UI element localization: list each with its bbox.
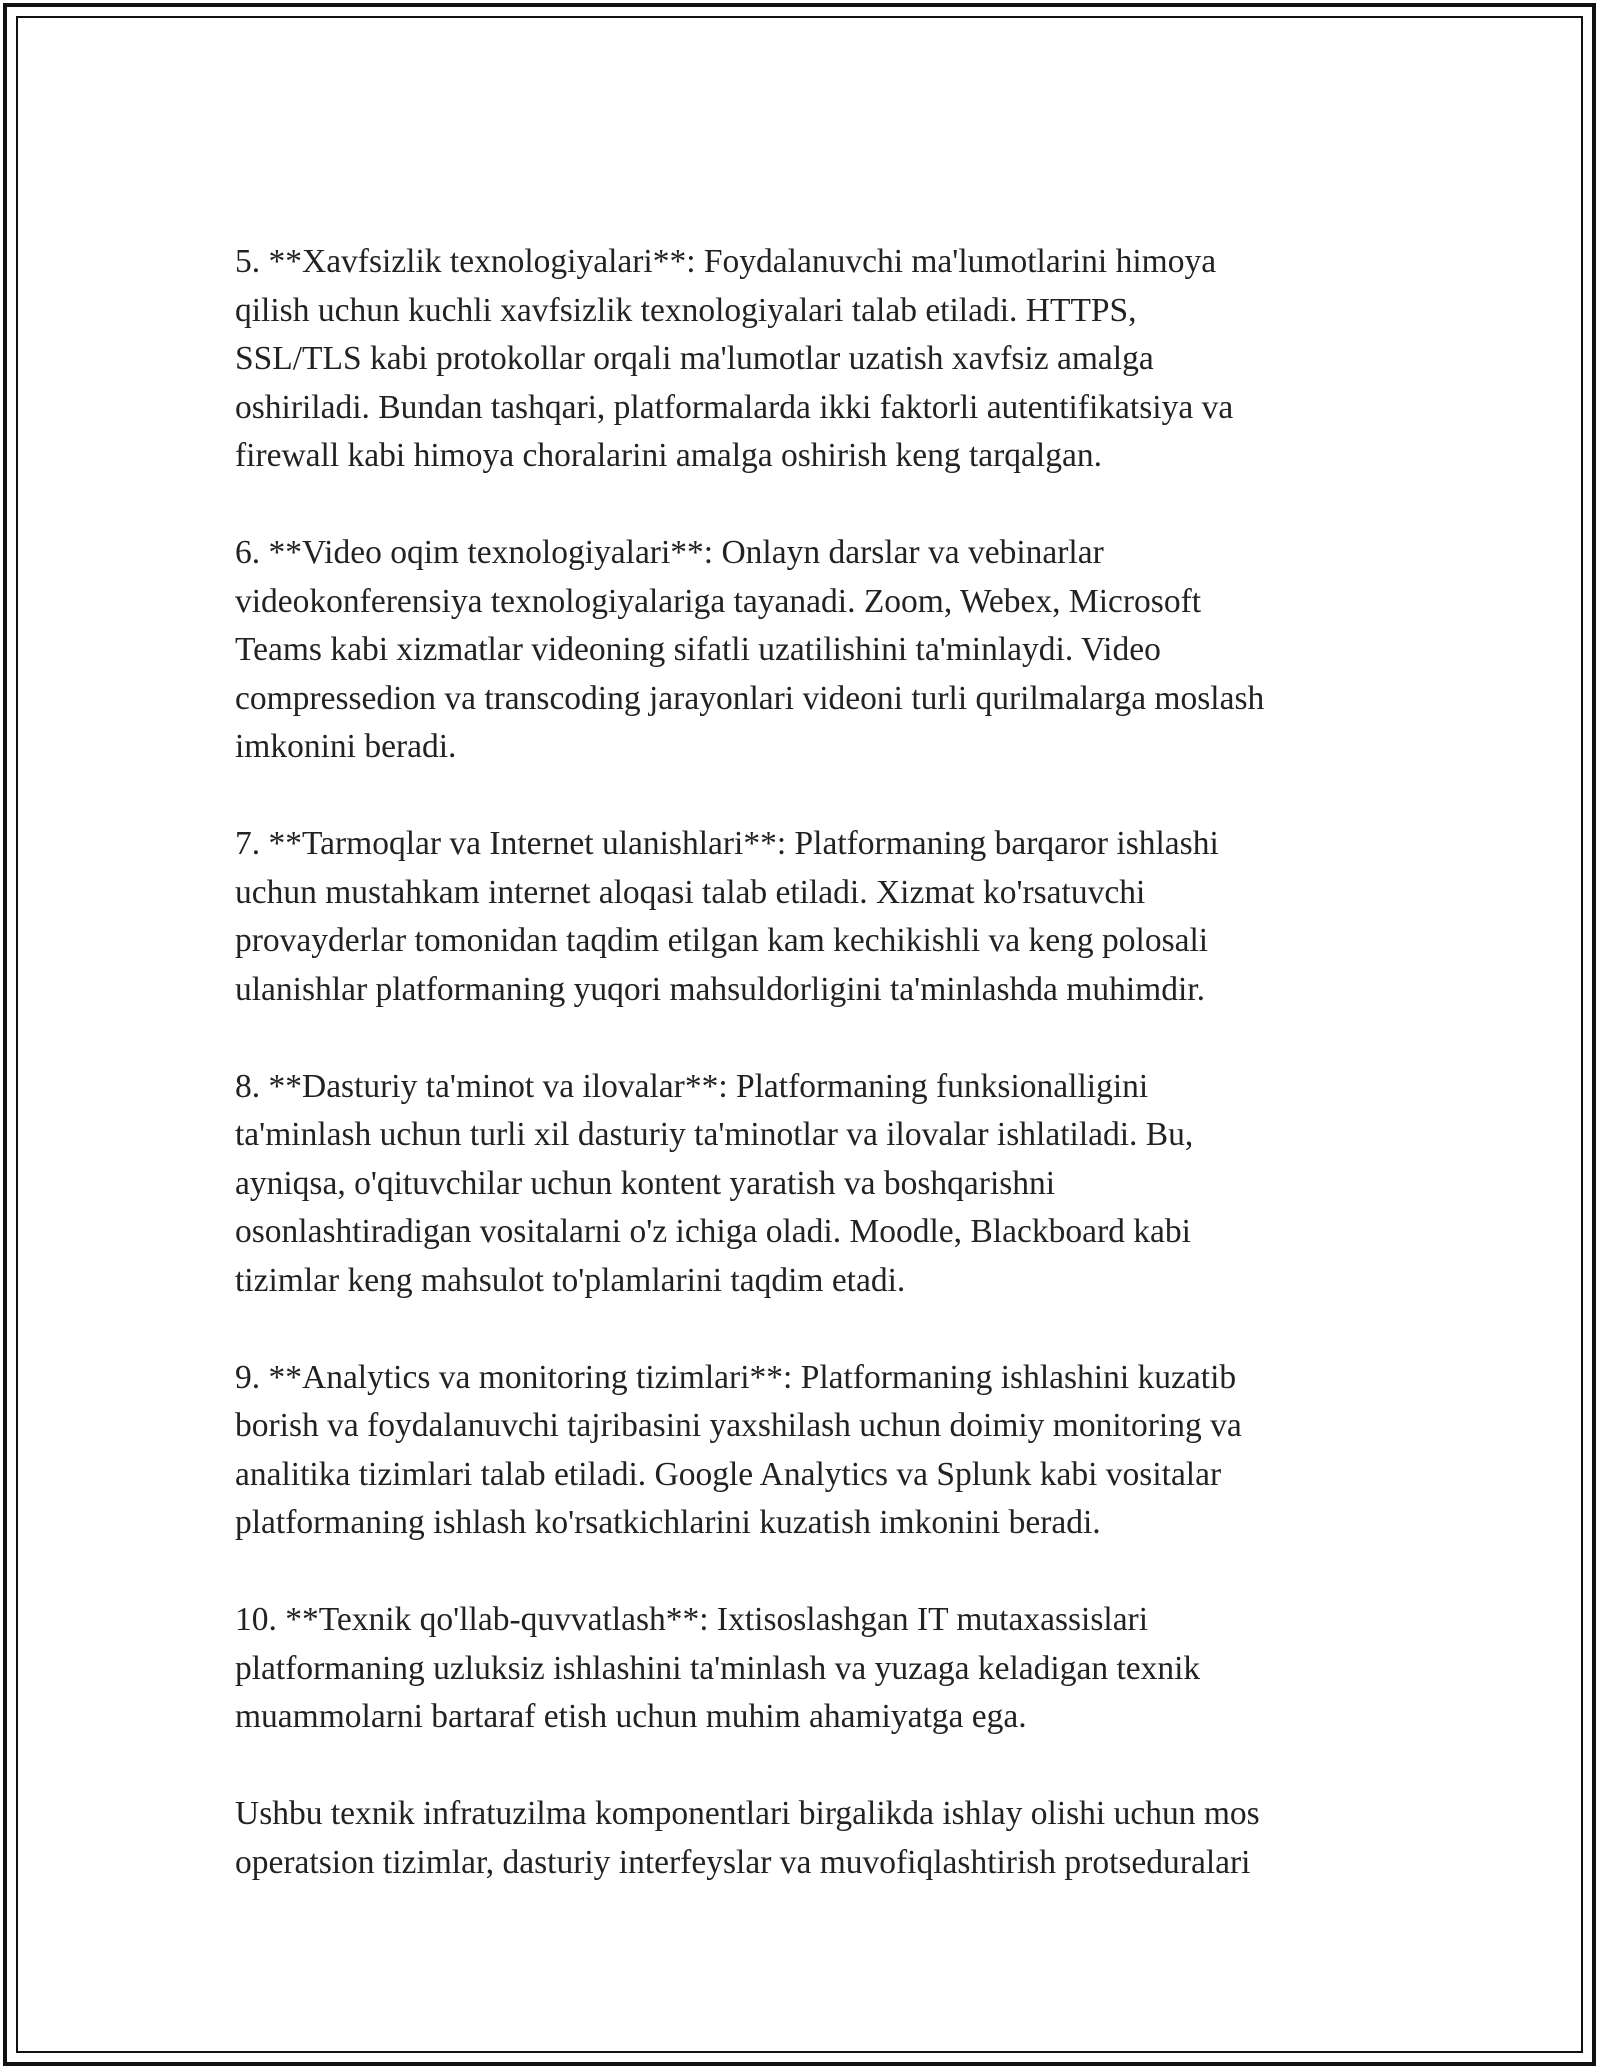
text-line: imkonini beradi. (235, 728, 457, 765)
text-line: analitika tizimlari talab etiladi. Google Analytics va Splunk kabi vositalar (235, 1455, 1222, 1493)
text-line: ayniqsa, o'qituvchilar uchun kontent yaratish va boshqarishni (235, 1164, 1056, 1202)
text-line: platformaning ishlash ko'rsatkichlarini kuzatish imkonini beradi. (235, 1504, 1101, 1541)
paragraph-item-7 (235, 820, 1375, 1014)
text-line: SSL/TLS kabi protokollar orqali ma'lumotlar uzatish xavfsiz amalga (235, 340, 1154, 377)
text-line: Teams kabi xizmatlar videoning sifatli uzatilishini ta'minlaydi. Video (235, 631, 1161, 668)
text-line: ulanishlar platformaning yuqori mahsuldorligini ta'minlashda muhimdir. (235, 970, 1205, 1008)
paragraph-item-10 (235, 1596, 1375, 1742)
paragraph-conclusion (235, 1790, 1375, 1887)
text-line: platformaning uzluksiz ishlashini ta'minlash va yuzaga keladigan texnik (235, 1649, 1201, 1687)
text-line: muammolarni bartaraf etish uchun muhim ahamiyatga ega. (235, 1698, 1027, 1735)
text-line: 8. **Dasturiy ta'minot va ilovalar**: Platformaning funksionalligini (235, 1067, 1149, 1105)
text-line: 6. **Video oqim texnologiyalari**: Onlayn darslar va vebinarlar (235, 534, 1104, 571)
text-line: tizimlar keng mahsulot to'plamlarini taqdim etadi. (235, 1261, 906, 1299)
text-line: uchun mustahkam internet aloqasi talab etiladi. Xizmat ko'rsatuvchi (235, 873, 1146, 911)
paragraph-item-6 (235, 529, 1375, 772)
text-line: operatsion tizimlar, dasturiy interfeyslar va muvofiqlashtirish protseduralari (235, 1843, 1251, 1881)
paragraph-item-8 (235, 1063, 1375, 1306)
paragraph-item-5 (235, 238, 1375, 481)
text-line: firewall kabi himoya choralarini amalga oshirish keng tarqalgan. (235, 437, 1102, 474)
text-line: 5. **Xavfsizlik texnologiyalari**: Foydalanuvchi ma'lumotlarini himoya (235, 243, 1217, 280)
text-line: oshiriladi. Bundan tashqari, platformalarda ikki faktorli autentifikatsiya va (235, 388, 1234, 426)
text-line: videokonferensiya texnologiyalariga tayanadi. Zoom, Webex, Microsoft (235, 582, 1202, 620)
text-line: compressedion va transcoding jarayonlari videoni turli qurilmalarga moslash (235, 679, 1265, 717)
text-line: borish va foydalanuvchi tajribasini yaxshilash uchun doimiy monitoring va (235, 1407, 1242, 1444)
text-line: qilish uchun kuchli xavfsizlik texnologiyalari talab etiladi. HTTPS, (235, 291, 1137, 329)
text-line: 10. **Texnik qo'llab-quvvatlash**: Ixtisoslashgan IT mutaxassislari (235, 1601, 1149, 1638)
text-line: provayderlar tomonidan taqdim etilgan kam kechikishli va keng polosali (235, 922, 1209, 959)
paragraph-item-9 (235, 1354, 1375, 1548)
text-line: osonlashtiradigan vositalarni o'z ichiga oladi. Moodle, Blackboard kabi (235, 1213, 1191, 1250)
document-body (235, 238, 1375, 1936)
text-line: 7. **Tarmoqlar va Internet ulanishlari**: Platformaning barqaror ishlashi (235, 825, 1219, 862)
text-line: ta'minlash uchun turli xil dasturiy ta'minotlar va ilovalar ishlatiladi. Bu, (235, 1116, 1194, 1153)
text-line: 9. **Analytics va monitoring tizimlari**: Platformaning ishlashini kuzatib (235, 1358, 1237, 1396)
text-line: Ushbu texnik infratuzilma komponentlari birgalikda ishlay olishi uchun mos (235, 1795, 1260, 1832)
